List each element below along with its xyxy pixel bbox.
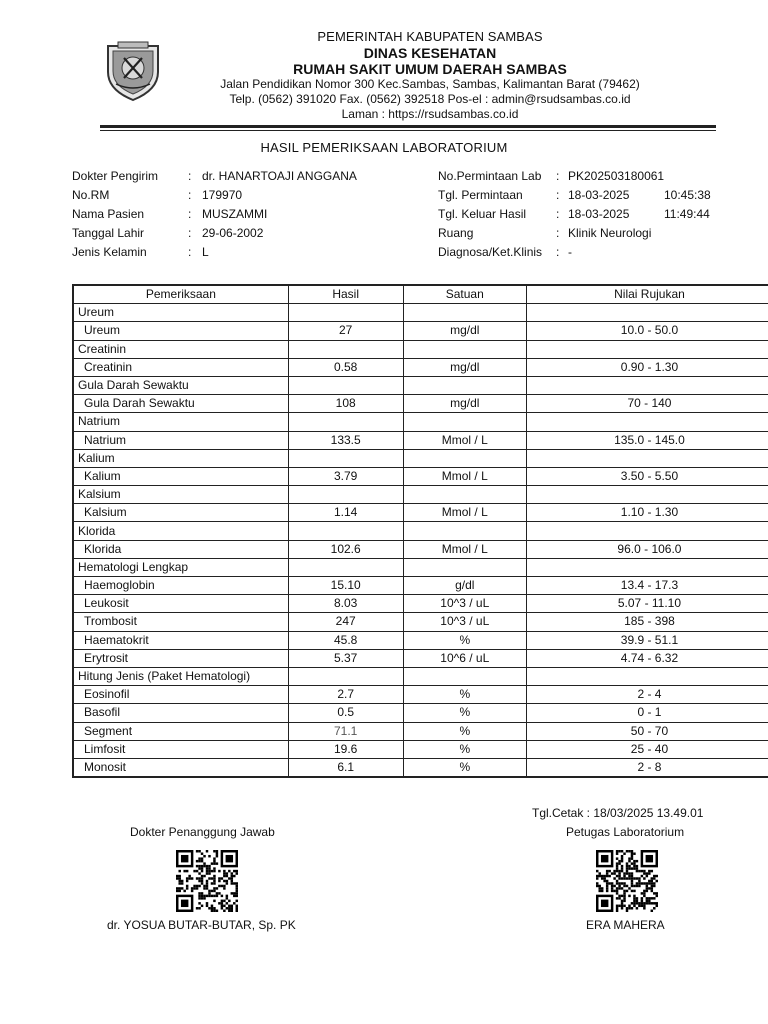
reference-range: 70 - 140 xyxy=(526,395,768,413)
unit: mg/dl xyxy=(403,322,526,340)
info-row: No.Permintaan Lab : PK202503180061 xyxy=(438,167,738,186)
test-name: Limfosit xyxy=(73,740,288,758)
empty-cell xyxy=(403,486,526,504)
responsible-doctor-name: dr. YOSUA BUTAR-BUTAR, Sp. PK xyxy=(107,918,296,932)
test-name: Creatinin xyxy=(73,358,288,376)
reference-range: 96.0 - 106.0 xyxy=(526,540,768,558)
unit: mg/dl xyxy=(403,395,526,413)
info-label: Tgl. Keluar Hasil xyxy=(438,207,527,221)
group-name: Ureum xyxy=(73,304,288,322)
regency-crest-logo xyxy=(104,38,162,102)
letterhead-department: DINAS KESEHATAN xyxy=(363,45,497,61)
empty-cell xyxy=(288,340,403,358)
info-label: Dokter Pengirim xyxy=(72,169,159,183)
result-value: 6.1 xyxy=(288,758,403,777)
info-row: Ruang : Klinik Neurologi xyxy=(438,224,738,243)
info-row: Jenis Kelamin : L xyxy=(72,243,412,262)
result-value: 19.6 xyxy=(288,740,403,758)
empty-cell xyxy=(403,522,526,540)
result-value: 2.7 xyxy=(288,686,403,704)
empty-cell xyxy=(288,558,403,576)
unit: % xyxy=(403,740,526,758)
empty-cell xyxy=(526,376,768,394)
info-row: Dokter Pengirim : dr. HANARTOAJI ANGGANA xyxy=(72,167,412,186)
info-value: 18-03-2025 xyxy=(568,188,630,202)
reference-range: 10.0 - 50.0 xyxy=(526,322,768,340)
letterhead-website: Laman : https://rsudsambas.co.id xyxy=(341,107,519,121)
test-name: Klorida xyxy=(73,540,288,558)
empty-cell xyxy=(526,558,768,576)
info-label: Jenis Kelamin xyxy=(72,245,147,259)
unit: % xyxy=(403,631,526,649)
column-header-test: Pemeriksaan xyxy=(73,285,288,304)
info-value: 29-06-2002 xyxy=(202,226,264,240)
result-value: 102.6 xyxy=(288,540,403,558)
test-name: Basofil xyxy=(73,704,288,722)
group-name: Creatinin xyxy=(73,340,288,358)
info-value: dr. HANARTOAJI ANGGANA xyxy=(202,169,357,183)
test-name: Natrium xyxy=(73,431,288,449)
group-name: Hitung Jenis (Paket Hematologi) xyxy=(73,667,288,685)
group-row xyxy=(73,558,768,576)
lab-results-body xyxy=(73,304,768,777)
letterhead-government: PEMERINTAH KABUPATEN SAMBAS xyxy=(317,29,543,44)
info-time xyxy=(664,167,724,186)
group-name: Hematologi Lengkap xyxy=(73,558,288,576)
reference-range: 2 - 8 xyxy=(526,758,768,777)
empty-cell xyxy=(288,449,403,467)
reference-range: 5.07 - 11.10 xyxy=(526,595,768,613)
group-row xyxy=(73,304,768,322)
result-value: 247 xyxy=(288,613,403,631)
reference-range: 50 - 70 xyxy=(526,722,768,740)
letterhead-divider-thin xyxy=(100,130,716,131)
info-value: 18-03-2025 xyxy=(568,207,630,221)
unit: 10^6 / uL xyxy=(403,649,526,667)
result-row xyxy=(73,540,768,558)
info-row: Nama Pasien : MUSZAMMI xyxy=(72,205,412,224)
result-value: 3.79 xyxy=(288,467,403,485)
column-header-result: Hasil xyxy=(288,285,403,304)
info-value: Klinik Neurologi xyxy=(568,226,652,240)
unit: Mmol / L xyxy=(403,540,526,558)
info-time xyxy=(664,224,724,243)
officer-signature-qr-code xyxy=(596,850,658,912)
reference-range: 1.10 - 1.30 xyxy=(526,504,768,522)
document-title: HASIL PEMERIKSAAN LABORATORIUM xyxy=(260,140,508,155)
info-row: No.RM : 179970 xyxy=(72,186,412,205)
result-value: 8.03 xyxy=(288,595,403,613)
group-row xyxy=(73,667,768,685)
empty-cell xyxy=(288,522,403,540)
result-row xyxy=(73,704,768,722)
result-row xyxy=(73,322,768,340)
reference-range: 185 - 398 xyxy=(526,613,768,631)
info-label: Nama Pasien xyxy=(72,207,145,221)
group-name: Kalium xyxy=(73,449,288,467)
letterhead-contact: Telp. (0562) 391020 Fax. (0562) 392518 Pos-el : admin@rsudsambas.co.id xyxy=(229,92,631,106)
reference-range: 0 - 1 xyxy=(526,704,768,722)
empty-cell xyxy=(403,667,526,685)
test-name: Gula Darah Sewaktu xyxy=(73,395,288,413)
unit: 10^3 / uL xyxy=(403,595,526,613)
empty-cell xyxy=(288,376,403,394)
empty-cell xyxy=(526,486,768,504)
empty-cell xyxy=(526,340,768,358)
group-name: Kalsium xyxy=(73,486,288,504)
info-row: Tgl. Permintaan : 18-03-2025 10:45:38 xyxy=(438,186,738,205)
result-row xyxy=(73,758,768,777)
info-row: Diagnosa/Ket.Klinis : - xyxy=(438,243,738,262)
letterhead-hospital: RUMAH SAKIT UMUM DAERAH SAMBAS xyxy=(293,61,567,77)
result-value: 108 xyxy=(288,395,403,413)
result-row xyxy=(73,613,768,631)
letterhead-address: Jalan Pendidikan Nomor 300 Kec.Sambas, Sambas, Kalimantan Barat (79462) xyxy=(220,77,640,91)
lab-officer-title: Petugas Laboratorium xyxy=(566,825,685,839)
unit: % xyxy=(403,758,526,777)
empty-cell xyxy=(526,449,768,467)
result-row xyxy=(73,595,768,613)
info-value: PK202503180061 xyxy=(568,169,665,183)
empty-cell xyxy=(526,304,768,322)
empty-cell xyxy=(403,558,526,576)
info-label: Ruang xyxy=(438,226,474,240)
result-row xyxy=(73,649,768,667)
column-header-unit: Satuan xyxy=(403,285,526,304)
empty-cell xyxy=(526,413,768,431)
unit: % xyxy=(403,722,526,740)
info-label: Diagnosa/Ket.Klinis xyxy=(438,245,543,259)
test-name: Haematokrit xyxy=(73,631,288,649)
result-row xyxy=(73,504,768,522)
doctor-signature-qr-code xyxy=(176,850,238,912)
empty-cell xyxy=(403,304,526,322)
unit: g/dl xyxy=(403,577,526,595)
test-name: Trombosit xyxy=(73,613,288,631)
test-name: Kalsium xyxy=(73,504,288,522)
result-value: 133.5 xyxy=(288,431,403,449)
info-value: MUSZAMMI xyxy=(202,207,268,221)
info-row: Tgl. Keluar Hasil : 18-03-2025 11:49:44 xyxy=(438,205,738,224)
result-row xyxy=(73,431,768,449)
info-label: No.RM xyxy=(72,188,110,202)
result-value: 71.1 xyxy=(288,722,403,740)
result-row xyxy=(73,395,768,413)
print-date: Tgl.Cetak : 18/03/2025 13.49.01 xyxy=(532,806,704,820)
test-name: Eosinofil xyxy=(73,686,288,704)
info-label: No.Permintaan Lab xyxy=(438,169,542,183)
result-value: 1.14 xyxy=(288,504,403,522)
table-header-row xyxy=(73,285,768,304)
reference-range: 3.50 - 5.50 xyxy=(526,467,768,485)
info-time xyxy=(664,243,724,262)
result-value: 15.10 xyxy=(288,577,403,595)
result-row xyxy=(73,467,768,485)
group-name: Klorida xyxy=(73,522,288,540)
column-header-reference: Nilai Rujukan xyxy=(526,285,768,304)
letterhead-divider xyxy=(100,125,716,128)
info-time: 10:45:38 xyxy=(664,188,711,202)
group-name: Gula Darah Sewaktu xyxy=(73,376,288,394)
result-value: 5.37 xyxy=(288,649,403,667)
group-row xyxy=(73,449,768,467)
empty-cell xyxy=(288,486,403,504)
letterhead xyxy=(190,28,670,122)
reference-range: 2 - 4 xyxy=(526,686,768,704)
empty-cell xyxy=(288,667,403,685)
test-name: Segment xyxy=(73,722,288,740)
empty-cell xyxy=(526,522,768,540)
empty-cell xyxy=(288,304,403,322)
reference-range: 25 - 40 xyxy=(526,740,768,758)
info-label: Tanggal Lahir xyxy=(72,226,145,240)
lab-results-table xyxy=(72,284,768,778)
empty-cell xyxy=(403,376,526,394)
unit: 10^3 / uL xyxy=(403,613,526,631)
empty-cell xyxy=(288,413,403,431)
reference-range: 39.9 - 51.1 xyxy=(526,631,768,649)
reference-range: 13.4 - 17.3 xyxy=(526,577,768,595)
result-row xyxy=(73,740,768,758)
responsible-doctor-title: Dokter Penanggung Jawab xyxy=(130,825,275,839)
result-row xyxy=(73,722,768,740)
request-info-right xyxy=(438,167,738,262)
patient-info-left xyxy=(72,167,412,262)
test-name: Haemoglobin xyxy=(73,577,288,595)
result-value: 0.5 xyxy=(288,704,403,722)
info-row: Tanggal Lahir : 29-06-2002 xyxy=(72,224,412,243)
result-value: 27 xyxy=(288,322,403,340)
result-value: 45.8 xyxy=(288,631,403,649)
group-row xyxy=(73,376,768,394)
info-value: 179970 xyxy=(202,188,243,202)
reference-range: 4.74 - 6.32 xyxy=(526,649,768,667)
group-row xyxy=(73,340,768,358)
result-row xyxy=(73,686,768,704)
group-row xyxy=(73,522,768,540)
info-value: - xyxy=(568,245,572,259)
test-name: Ureum xyxy=(73,322,288,340)
info-label: Tgl. Permintaan xyxy=(438,188,523,202)
reference-range: 0.90 - 1.30 xyxy=(526,358,768,376)
group-name: Natrium xyxy=(73,413,288,431)
result-row xyxy=(73,631,768,649)
test-name: Erytrosit xyxy=(73,649,288,667)
unit: % xyxy=(403,686,526,704)
test-name: Leukosit xyxy=(73,595,288,613)
info-value: L xyxy=(202,245,209,259)
empty-cell xyxy=(403,449,526,467)
empty-cell xyxy=(526,667,768,685)
unit: Mmol / L xyxy=(403,504,526,522)
result-row xyxy=(73,577,768,595)
result-value: 0.58 xyxy=(288,358,403,376)
empty-cell xyxy=(403,413,526,431)
group-row xyxy=(73,413,768,431)
info-time: 11:49:44 xyxy=(664,207,710,221)
test-name: Monosit xyxy=(73,758,288,777)
reference-range: 135.0 - 145.0 xyxy=(526,431,768,449)
unit: Mmol / L xyxy=(403,431,526,449)
unit: mg/dl xyxy=(403,358,526,376)
unit: Mmol / L xyxy=(403,467,526,485)
test-name: Kalium xyxy=(73,467,288,485)
lab-officer-name: ERA MAHERA xyxy=(586,918,665,932)
result-row xyxy=(73,358,768,376)
empty-cell xyxy=(403,340,526,358)
unit: % xyxy=(403,704,526,722)
group-row xyxy=(73,486,768,504)
